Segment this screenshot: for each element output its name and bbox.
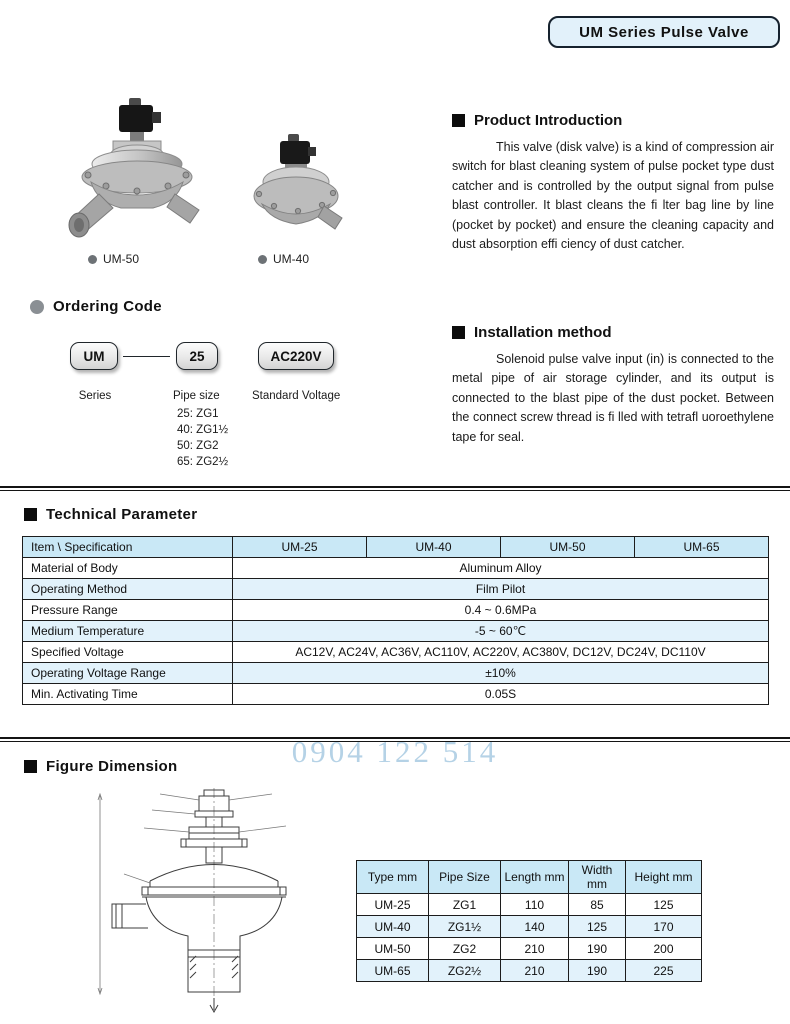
square-bullet-icon <box>24 508 37 521</box>
tech-item-cell: Material of Body <box>23 558 233 579</box>
dim-table-header-row <box>357 861 702 894</box>
dim-header-type: Type mm <box>357 861 429 894</box>
horizontal-divider <box>0 737 790 742</box>
valve-um40-illustration <box>240 134 352 248</box>
heading-text: Product Introduction <box>474 112 623 129</box>
pipe-size-option: 65: ZG2½ <box>177 456 229 468</box>
tech-table-row <box>23 621 769 642</box>
tech-header-um65: UM-65 <box>635 537 769 558</box>
dim-header-pipe-size: Pipe Size <box>429 861 501 894</box>
heading-text: Ordering Code <box>53 298 162 315</box>
dim-cell: 210 <box>501 960 569 982</box>
heading-text: Figure Dimension <box>46 758 178 775</box>
product-introduction-heading <box>452 112 774 129</box>
product-introduction-section <box>452 112 774 254</box>
tech-table-row <box>23 663 769 684</box>
series-label: Series <box>78 390 112 402</box>
dim-header-length: Length mm <box>501 861 569 894</box>
tech-value-cell: AC12V, AC24V, AC36V, AC110V, AC220V, AC380V, DC12V, DC24V, DC110V <box>233 642 769 663</box>
dim-cell: ZG1½ <box>429 916 501 938</box>
dim-cell: 125 <box>569 916 626 938</box>
installation-method-section <box>452 324 774 447</box>
title-badge: UM Series Pulse Valve <box>548 16 780 48</box>
technical-parameter-table <box>22 536 769 705</box>
dim-header-width: Width mm <box>569 861 626 894</box>
dim-cell: 190 <box>569 938 626 960</box>
product-caption-um50 <box>88 252 139 266</box>
tech-item-cell: Medium Temperature <box>23 621 233 642</box>
square-bullet-icon <box>24 760 37 773</box>
pipe-size-option: 25: ZG1 <box>177 408 219 420</box>
product-caption-um40 <box>258 252 309 266</box>
dim-cell: ZG1 <box>429 894 501 916</box>
tech-item-cell: Operating Voltage Range <box>23 663 233 684</box>
tech-value-cell: Film Pilot <box>233 579 769 600</box>
product-label: UM-40 <box>273 252 310 266</box>
dim-cell: 110 <box>501 894 569 916</box>
product-photo-um40 <box>240 134 352 248</box>
product-photo-um50 <box>55 96 215 248</box>
code-box-voltage: AC220V <box>258 342 334 370</box>
dim-cell: 210 <box>501 938 569 960</box>
figure-dimension-heading <box>24 758 177 775</box>
heading-text: Installation method <box>474 324 612 341</box>
tech-header-um25: UM-25 <box>233 537 367 558</box>
dim-table-row <box>357 938 702 960</box>
tech-item-cell: Pressure Range <box>23 600 233 621</box>
valve-um50-illustration <box>55 96 215 248</box>
tech-table-row <box>23 600 769 621</box>
ordering-code-section <box>30 298 430 488</box>
tech-value-cell: 0.05S <box>233 684 769 705</box>
dim-table-row <box>357 916 702 938</box>
tech-item-cell: Specified Voltage <box>23 642 233 663</box>
dim-cell: 200 <box>626 938 702 960</box>
dim-cell: ZG2½ <box>429 960 501 982</box>
dimension-diagram <box>90 786 338 1018</box>
dim-header-height: Height mm <box>626 861 702 894</box>
dim-cell: UM-50 <box>357 938 429 960</box>
ordering-code-heading <box>30 298 430 315</box>
dim-cell: UM-65 <box>357 960 429 982</box>
dimension-table <box>356 860 702 982</box>
tech-value-cell: 0.4 ~ 0.6MPa <box>233 600 769 621</box>
tech-table-header-row <box>23 537 769 558</box>
product-introduction-body: This valve (disk valve) is a kind of compression air switch for blast cleaning system of pulse pocket type dust catcher and is controlled by the output signal from pulse blast controller. It blast cleans the fi lter bag line by line (pocket by pocket) and ensure the cleaning capacity and dust absorption effi ciency of dust catcher. <box>452 140 774 251</box>
dim-cell: 125 <box>626 894 702 916</box>
tech-table-row <box>23 642 769 663</box>
tech-item-cell: Operating Method <box>23 579 233 600</box>
tech-item-cell: Min. Activating Time <box>23 684 233 705</box>
dim-table-row <box>357 894 702 916</box>
valve-cross-section-drawing <box>90 786 338 1018</box>
standard-voltage-label: Standard Voltage <box>252 390 341 402</box>
dim-table-row <box>357 960 702 982</box>
code-box-series: UM <box>70 342 118 370</box>
heading-text: Technical Parameter <box>46 506 198 523</box>
pipe-size-label: Pipe size <box>173 390 220 402</box>
dim-cell: 190 <box>569 960 626 982</box>
tech-header-um40: UM-40 <box>367 537 501 558</box>
pipe-size-option: 40: ZG1½ <box>177 424 229 436</box>
tech-table-row <box>23 558 769 579</box>
tech-header-item: Item \ Specification <box>23 537 233 558</box>
square-bullet-icon <box>452 326 465 339</box>
dim-cell: ZG2 <box>429 938 501 960</box>
technical-parameter-heading <box>24 506 197 523</box>
bullet-icon <box>88 255 97 264</box>
dim-cell: 170 <box>626 916 702 938</box>
product-label: UM-50 <box>103 252 140 266</box>
dim-cell: 85 <box>569 894 626 916</box>
code-box-pipe-size: 25 <box>176 342 218 370</box>
dim-cell: 225 <box>626 960 702 982</box>
code-connector-line <box>123 356 170 357</box>
dim-cell: 140 <box>501 916 569 938</box>
installation-method-heading <box>452 324 774 341</box>
bullet-icon <box>258 255 267 264</box>
tech-table-row <box>23 579 769 600</box>
tech-value-cell: Aluminum Alloy <box>233 558 769 579</box>
pipe-size-option: 50: ZG2 <box>177 440 219 452</box>
watermark-text: 0904 122 514 <box>291 734 499 769</box>
tech-header-um50: UM-50 <box>501 537 635 558</box>
dim-cell: UM-25 <box>357 894 429 916</box>
circle-bullet-icon <box>30 300 44 314</box>
tech-table-row <box>23 684 769 705</box>
dim-cell: UM-40 <box>357 916 429 938</box>
tech-value-cell: -5 ~ 60℃ <box>233 621 769 642</box>
pipe-size-options <box>177 406 228 470</box>
installation-method-body: Solenoid pulse valve input (in) is connected to the metal pipe of air storage cylinder, and its output is connected to the blast pipe of the dust pocket. Between the connect screw thread is fi lled with tetrafl uoroethylene tape for seal. <box>452 352 774 444</box>
square-bullet-icon <box>452 114 465 127</box>
tech-value-cell: ±10% <box>233 663 769 684</box>
